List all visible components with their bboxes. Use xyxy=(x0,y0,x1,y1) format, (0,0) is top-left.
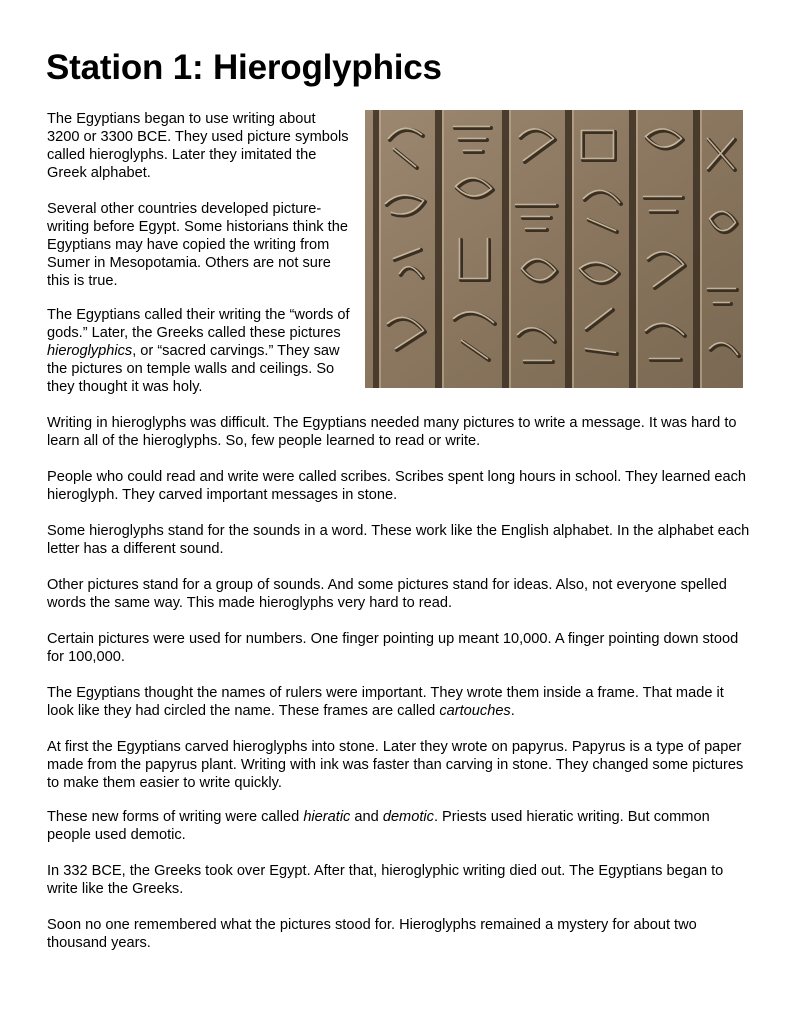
paragraph-9-text-end: . xyxy=(510,703,515,719)
hieroglyphs-illustration xyxy=(365,110,743,388)
paragraph-11-text-end: . Priests used hieratic writing. But common people used demotic. xyxy=(47,809,710,843)
paragraph-9-text: The Egyptians thought the names of rulers were important. They wrote them inside a frame. That made it look like they had circled the name. These frames are called xyxy=(47,685,724,719)
paragraph-3-text-end: , or “sacred carvings.” They saw the pictures on temple walls and ceilings. So they thought it was holy. xyxy=(47,343,340,395)
paragraph-11 xyxy=(47,808,752,844)
paragraph-11-text-mid: and xyxy=(350,809,383,825)
term-demotic: demotic xyxy=(382,809,434,825)
paragraph-12: In 332 BCE, the Greeks took over Egypt. After that, hieroglyphic writing died out. The Egyptians began to write like the Greeks. xyxy=(47,863,724,897)
term-hieratic: hieratic xyxy=(303,809,351,825)
paragraph-9 xyxy=(47,684,752,720)
paragraph-5: People who could read and write were called scribes. Scribes spent long hours in school. They learned each hieroglyph. They carved important messages in stone. xyxy=(47,469,747,503)
term-cartouches: cartouches xyxy=(439,703,511,719)
hieroglyphs-photo xyxy=(365,110,743,388)
paragraph-7: Other pictures stand for a group of sounds. And some pictures stand for ideas. Also, not everyone spelled words the same way. This made hieroglyphs very hard to read. xyxy=(47,577,727,611)
page-title: Station 1: Hieroglyphics xyxy=(46,48,442,87)
paragraph-3-text: The Egyptians called their writing the “words of gods.” Later, the Greeks called these pictures xyxy=(47,307,350,341)
paragraph-1: The Egyptians began to use writing about 3200 or 3300 BCE. They used picture symbols called hieroglyphs. Later they imitated the Greek alphabet. xyxy=(47,111,349,181)
paragraph-6: Some hieroglyphs stand for the sounds in a word. These work like the English alphabet. In the alphabet each letter has a different sound. xyxy=(47,523,750,557)
paragraph-10: At first the Egyptians carved hieroglyphs into stone. Later they wrote on papyrus. Papyrus is a type of paper made from the papyrus plant. Writing with ink was faster than carving in stone. They changed some pictures to make them easier to write quickly. xyxy=(47,739,744,791)
paragraph-11-text: These new forms of writing were called xyxy=(47,809,304,825)
term-hieroglyphics: hieroglyphics xyxy=(47,343,133,359)
paragraph-4: Writing in hieroglyphs was difficult. The Egyptians needed many pictures to write a message. It was hard to learn all of the hieroglyphs. So, few people learned to read or write. xyxy=(47,415,737,449)
paragraph-2: Several other countries developed picture-writing before Egypt. Some historians think the Egyptians may have copied the writing from Sumer in Mesopotamia. Others are not sure this is true. xyxy=(47,201,348,289)
paragraph-3 xyxy=(47,306,352,396)
paragraph-8: Certain pictures were used for numbers. One finger pointing up meant 10,000. A finger pointing down stood for 100,000. xyxy=(47,631,739,665)
paragraph-13: Soon no one remembered what the pictures stood for. Hieroglyphs remained a mystery for about two thousand years. xyxy=(47,917,697,951)
